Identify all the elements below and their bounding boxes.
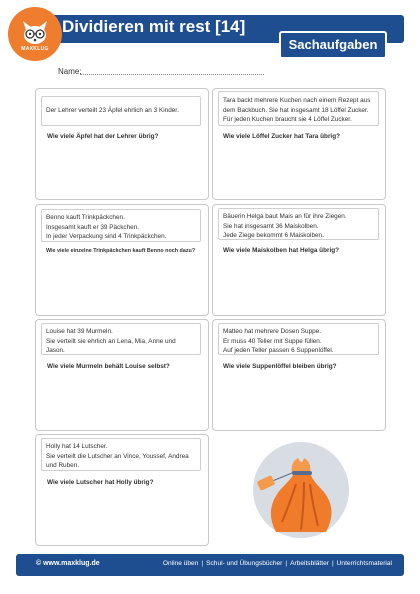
- name-field[interactable]: [80, 74, 264, 75]
- footer-link[interactable]: Arbeitsblätter: [290, 560, 329, 567]
- task-story: Holly hat 14 Lutscher. Sie verteilt die Lutscher an Vince, Youssef, Andrea und Ruben.: [41, 438, 201, 471]
- name-label: Name:: [58, 67, 82, 76]
- task-question: Wie viele Murmeln behält Louise selbst?: [47, 363, 170, 370]
- footer-link[interactable]: Unterrichtsmaterial: [336, 560, 392, 567]
- task-question: Wie viele Maiskolben hat Helga übrig?: [223, 247, 340, 254]
- task-story: Der Lehrer verteilt 23 Äpfel ehrlich an 3 Kinder.: [41, 96, 201, 126]
- maxklug-logo: [8, 7, 62, 61]
- footer-links: Online üben | Schul- und Übungsbücher | Arbeitsblätter | Unterrichtsmaterial: [162, 560, 392, 567]
- sack-tie: [292, 471, 312, 475]
- footer-link[interactable]: Online üben: [162, 560, 199, 567]
- footer-website[interactable]: © www.maxklug.de: [36, 560, 100, 567]
- fox-icon: [8, 7, 62, 61]
- task-story: Louise hat 39 Murmeln. Sie verteilt sie ehrlich an Lena, Mia, Anne und Jason.: [41, 323, 201, 355]
- task-story: Matteo hat mehrere Dosen Suppe. Er muss 40 Teller mit Suppe füllen. Auf jeden Teller passen 6 Suppenlöffel.: [218, 323, 379, 355]
- category-tag: Sachaufgaben: [279, 31, 387, 59]
- task-question: Wie viele einzelne Trinkpäckchen kauft Benno noch dazu?: [46, 248, 196, 254]
- task-question: Wie viele Äpfel hat der Lehrer übrig?: [47, 133, 159, 140]
- footer-bar: [16, 554, 404, 576]
- task-question: Wie viele Suppenlöffel bleiben übrig?: [223, 363, 337, 370]
- candy-sack-illustration: [246, 440, 356, 540]
- task-story: Tara backt mehrere Kuchen nach einem Rezept aus dem Backbuch. Sie hat insgesamt 18 Löffel Zucker. Für jeden Kuchen braucht sie 4 Löffel Zucker.: [218, 91, 379, 126]
- task-story: Bäuerin Helga baut Mais an für ihre Ziegen. Sie hat insgesamt 36 Maiskolben. Jede Ziege bekommt 6 Maiskolben.: [218, 208, 379, 240]
- task-question: Wie viele Löffel Zucker hat Tara übrig?: [223, 133, 341, 140]
- task-story: Benno kauft Trinkpäckchen. Insgesamt kauft er 39 Päckchen. In jeder Verpackung sind 4 Trinkpäckchen.: [41, 209, 201, 242]
- worksheet-title: Dividieren mit rest [14]: [62, 17, 246, 36]
- logo-text: MAXKLUG: [21, 46, 49, 52]
- footer-link[interactable]: Schul- und Übungsbücher: [206, 560, 283, 567]
- task-question: Wie viele Lutscher hat Holly übrig?: [47, 479, 154, 486]
